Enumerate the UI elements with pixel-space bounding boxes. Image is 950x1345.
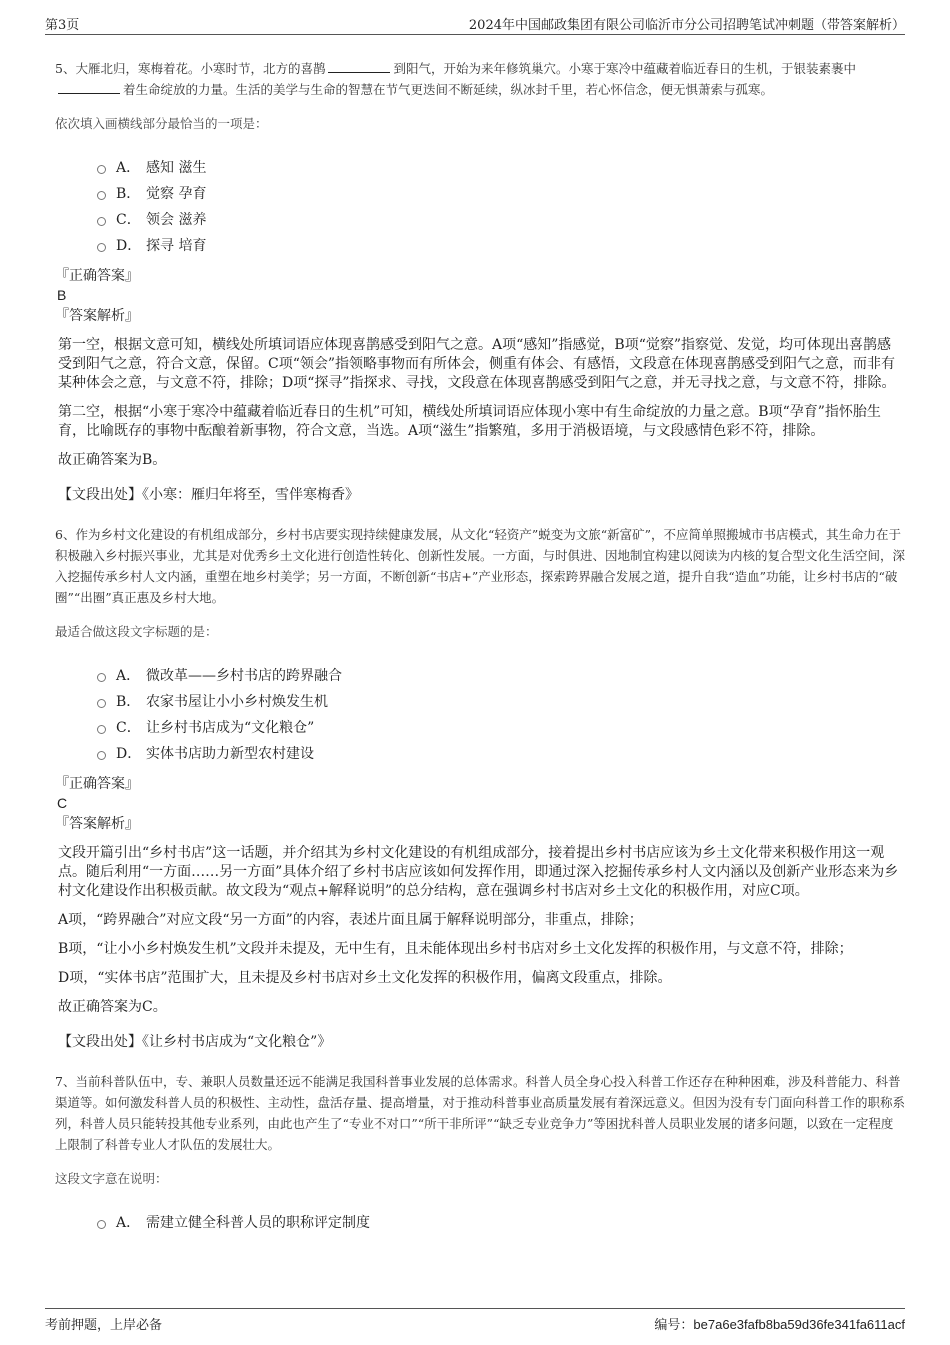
- question-text: 5、大雁北归，寒梅着花。小寒时节，北方的喜鹊 到阳气，开始为来年修筑巢穴。小寒于寒冷中蕴藏着临近春日的生机，于银装素裹中着生命绽放的力量。生活的美学与生命的智慧在节气更迭间不断延续，纵冰封千里，若心怀信念，便无惧萧索与孤寒。: [55, 61, 856, 97]
- analysis-conclusion: 故正确答案为B。: [58, 452, 167, 468]
- option-d[interactable]: D． 探寻 培育: [97, 232, 905, 258]
- options-list: [97, 662, 905, 766]
- question-text: 6、作为乡村文化建设的有机组成部分，乡村书店要实现持续健康发展，从文化“轻资产”蜕变为文旅“新富矿”，不应简单照搬城市书店模式，其生命力在于积极融入乡村振兴事业，尤其是对优秀乡土文化进行创造性转化、创新性发展。一方面，与时俱进、因地制宜构建以阅读为内核的复合型文化生活空间，深入挖掘传承乡村人文内涵，重塑在地乡村美学；另一方面，不断创新“书店+”产业形态，探索跨界融合发展之道，提升自我“造血”功能，让乡村书店的“破圈”“出圈”真正惠及乡村大地。: [55, 527, 906, 605]
- radio-icon[interactable]: [97, 191, 106, 200]
- radio-icon[interactable]: [97, 217, 106, 226]
- page-number: 第3页: [45, 18, 80, 33]
- option-c[interactable]: C． 领会 滋养: [97, 206, 905, 232]
- page-footer: [45, 1308, 905, 1331]
- radio-icon[interactable]: [97, 699, 106, 708]
- document-title: 2024年中国邮政集团有限公司临沂市分公司招聘笔试冲刺题（带答案解析）: [468, 18, 905, 33]
- correct-answer: B: [57, 287, 67, 303]
- analysis-label: 『答案解析』: [55, 308, 139, 324]
- radio-icon[interactable]: [97, 243, 106, 252]
- options-list: [97, 1209, 905, 1235]
- footer-slogan: 考前押题，上岸必备: [45, 1318, 163, 1333]
- option-d[interactable]: D． 实体书店助力新型农村建设: [97, 740, 905, 766]
- radio-icon[interactable]: [97, 673, 106, 682]
- analysis-conclusion: 故正确答案为C。: [58, 999, 167, 1015]
- option-b[interactable]: B． 农家书屋让小小乡村焕发生机: [97, 688, 905, 714]
- question-6: [55, 524, 905, 1051]
- document-content: [55, 58, 905, 1243]
- analysis-paragraph: 第二空，根据“小寒于寒冷中蕴藏着临近春日的生机”可知，横线处所填词语应体现小寒中有生命绽放的力量之意。B项“孕育”指怀胎生育，比喻既存的事物中酝酿着新事物，符合文意，当选。A项“滋生”指繁殖，多用于消极语境，与文段感情色彩不符，排除。: [58, 404, 881, 439]
- fill-blank-1: [328, 60, 390, 73]
- correct-answer-label: 『正确答案』: [55, 268, 139, 284]
- question-prompt: 依次填入画横线部分最恰当的一项是：: [55, 116, 268, 131]
- radio-icon[interactable]: [97, 165, 106, 174]
- passage-source: 【文段出处】《让乡村书店成为“文化粮仓”》: [58, 1034, 332, 1050]
- correct-answer: C: [57, 795, 68, 811]
- document-code: 编号：be7a6e3fafb8ba59d36fe341fa611acf: [654, 1317, 905, 1332]
- question-prompt: 这段文字意在说明：: [55, 1171, 168, 1186]
- option-c[interactable]: C． 让乡村书店成为“文化粮仓”: [97, 714, 905, 740]
- question-text: 7、当前科普队伍中，专、兼职人员数量还远不能满足我国科普事业发展的总体需求。科普人员全身心投入科普工作还存在种种困难，涉及科普能力、科普渠道等。如何激发科普人员的积极性、主动性，盘活存量、提高增量，对于推动科普事业高质量发展有着深远意义。但因为没有专门面向科普工作的职称系列，科普人员只能转投其他专业系列，由此也产生了“专业不对口”“所干非所评”“缺乏专业竞争力”等困扰科普人员职业发展的诸多问题，以致在一定程度上限制了科普专业人才队伍的发展壮大。: [55, 1074, 906, 1152]
- option-a[interactable]: A． 需建立健全科普人员的职称评定制度: [97, 1209, 905, 1235]
- page-header: [45, 14, 905, 35]
- analysis-paragraph: D项，“实体书店”范围扩大，且未提及乡村书店对乡土文化发挥的积极作用，偏离文段重点，排除。: [58, 970, 672, 986]
- analysis-paragraph: 第一空，根据文意可知，横线处所填词语应体现喜鹊感受到阳气之意。A项“感知”指感觉，B项“觉察”指察觉、发觉，均可体现出喜鹊感受到阳气之意，符合文意，保留。C项“领会”指领略事物而有所体会，侧重有体会、有感悟，文段意在体现喜鹊感受到阳气之意，而非有某种体会之意，与文意不符，排除；D项“探寻”指探求、寻找，文段意在体现喜鹊感受到阳气之意，并无寻找之意，与文意不符，排除。: [58, 337, 896, 391]
- passage-source: 【文段出处】《小寒：雁归年将至，雪伴寒梅香》: [58, 487, 359, 503]
- question-7: [55, 1071, 905, 1235]
- radio-icon[interactable]: [97, 751, 106, 760]
- correct-answer-label: 『正确答案』: [55, 776, 139, 792]
- radio-icon[interactable]: [97, 1220, 106, 1229]
- analysis-paragraph: A项，“跨界融合”对应文段“另一方面”的内容，表述片面且属于解释说明部分，非重点，排除；: [58, 912, 643, 928]
- option-b[interactable]: B． 觉察 孕育: [97, 180, 905, 206]
- analysis-label: 『答案解析』: [55, 816, 139, 832]
- options-list: [97, 154, 905, 258]
- option-a[interactable]: A． 感知 滋生: [97, 154, 905, 180]
- question-5: [55, 58, 905, 504]
- analysis-paragraph: 文段开篇引出“乡村书店”这一话题，并介绍其为乡村文化建设的有机组成部分，接着提出乡村书店应该为乡土文化带来积极作用这一观点。随后利用“一方面……另一方面”具体介绍了乡村书店应该如何发挥作用，即通过深入挖掘传承乡村人文内涵以及创新产业形态来为乡村文化建设作出积极贡献。故文段为“观点+解释说明”的总分结构，意在强调乡村书店对乡土文化的积极作用，对应C项。: [58, 845, 899, 899]
- analysis-paragraph: B项，“让小小乡村焕发生机”文段并未提及，无中生有，且未能体现出乡村书店对乡土文化发挥的积极作用，与文意不符，排除；: [58, 941, 853, 957]
- option-a[interactable]: A． 微改革——乡村书店的跨界融合: [97, 662, 905, 688]
- question-prompt: 最适合做这段文字标题的是：: [55, 624, 218, 639]
- fill-blank-2: [58, 81, 120, 94]
- radio-icon[interactable]: [97, 725, 106, 734]
